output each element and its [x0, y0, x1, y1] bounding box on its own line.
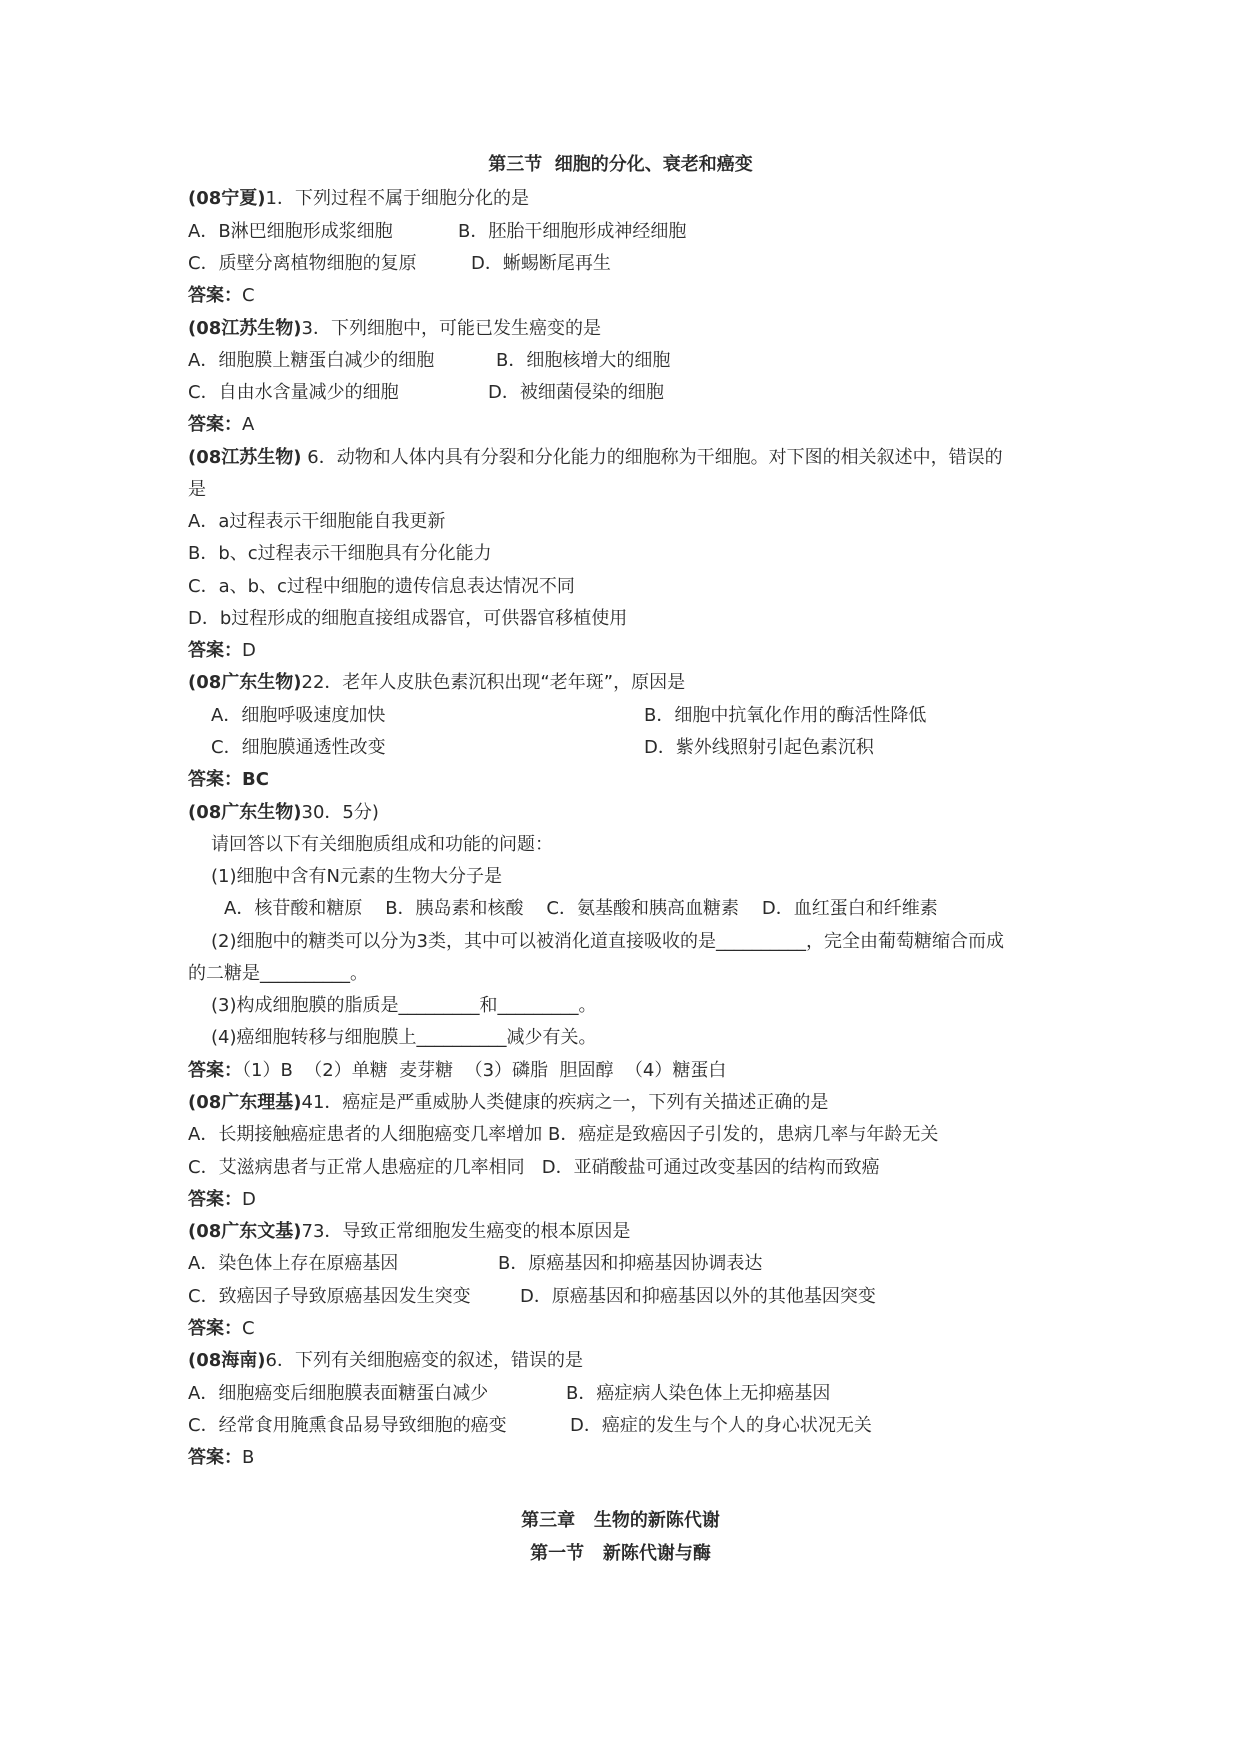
- question-4-option-b: B．细胞中抗氧化作用的酶活性降低: [644, 705, 927, 726]
- question-3-stem-continued: 是: [188, 479, 206, 500]
- question-8-stem: (08海南)6．下列有关细胞癌变的叙述，错误的是: [188, 1350, 583, 1371]
- question-source: (08宁夏): [188, 188, 266, 209]
- subsection-title: 第一节 新陈代谢与酶: [530, 1543, 711, 1564]
- question-6-stem: (08广东理基)41．癌症是严重威胁人类健康的疾病之一，下列有关描述正确的是: [188, 1092, 829, 1113]
- question-4-option-a: A．细胞呼吸速度加快: [211, 705, 386, 726]
- question-2-option-b: B．细胞核增大的细胞: [496, 350, 671, 371]
- question-2-option-d: D．被细菌侵染的细胞: [488, 382, 664, 403]
- question-5-part-1-options: A．核苷酸和糖原 B．胰岛素和核酸 C．氨基酸和胰高血糖素 D．血红蛋白和纤维素: [224, 898, 938, 919]
- question-source: (08海南): [188, 1350, 266, 1371]
- question-7-option-c: C．致癌因子导致原癌基因发生突变: [188, 1286, 471, 1307]
- section-title: 第三节 细胞的分化、衰老和癌变: [488, 154, 753, 175]
- question-1-option-b: B．胚胎干细胞形成神经细胞: [458, 221, 687, 242]
- question-6-options-cd: C．艾滋病患者与正常人患癌症的几率相同 D．亚硝酸盐可通过改变基因的结构而致癌: [188, 1157, 880, 1178]
- question-4-option-c: C．细胞膜通透性改变: [211, 737, 386, 758]
- question-5-part-1: (1)细胞中含有N元素的生物大分子是: [211, 866, 502, 887]
- question-7-option-a: A．染色体上存在原癌基因: [188, 1253, 399, 1274]
- question-5-part-2-continued: 的二糖是__________。: [188, 963, 368, 984]
- question-6-answer: 答案：D: [188, 1189, 256, 1210]
- question-8-answer: 答案：B: [188, 1447, 255, 1468]
- question-7-option-b: B．原癌基因和抑癌基因协调表达: [498, 1253, 763, 1274]
- question-3-option-d: D．b过程形成的细胞直接组成器官，可供器官移植使用: [188, 608, 628, 629]
- question-2-stem: (08江苏生物)3．下列细胞中，可能已发生癌变的是: [188, 318, 601, 339]
- question-4-answer: 答案：BC: [188, 769, 269, 790]
- question-source: (08广东文基): [188, 1221, 302, 1242]
- question-source: (08江苏生物): [188, 447, 302, 468]
- question-1-stem: (08宁夏)1．下列过程不属于细胞分化的是: [188, 188, 529, 209]
- question-5-part-4: (4)癌细胞转移与细胞膜上__________减少有关。: [211, 1027, 597, 1048]
- question-2-option-c: C．自由水含量减少的细胞: [188, 382, 399, 403]
- question-source: (08江苏生物): [188, 318, 302, 339]
- question-3-option-c: C．a、b、c过程中细胞的遗传信息表达情况不同: [188, 576, 575, 597]
- question-5-part-2: (2)细胞中的糖类可以分为3类，其中可以被消化道直接吸收的是__________，完全由葡萄糖缩合而成: [211, 931, 1004, 952]
- question-1-option-c: C．质壁分离植物细胞的复原: [188, 253, 417, 274]
- question-2-answer: 答案：A: [188, 414, 255, 435]
- question-3-stem: (08江苏生物) 6．动物和人体内具有分裂和分化能力的细胞称为干细胞。对下图的相关叙述中，错误的: [188, 447, 1003, 468]
- question-source: (08广东理基): [188, 1092, 302, 1113]
- question-4-option-d: D．紫外线照射引起色素沉积: [644, 737, 874, 758]
- question-3-option-b: B．b、c过程表示干细胞具有分化能力: [188, 543, 492, 564]
- question-5-part-3: (3)构成细胞膜的脂质是_________和_________。: [211, 995, 597, 1016]
- question-3-answer: 答案：D: [188, 640, 256, 661]
- question-source: (08广东生物): [188, 802, 302, 823]
- question-6-options-ab: A．长期接触癌症患者的人细胞癌变几率增加 B．癌症是致癌因子引发的，患病几率与年龄无关: [188, 1124, 939, 1145]
- question-5-intro: 请回答以下有关细胞质组成和功能的问题：: [211, 834, 553, 855]
- question-5-stem: (08广东生物)30．5分): [188, 802, 379, 823]
- question-1-option-a: A．B淋巴细胞形成浆细胞: [188, 221, 393, 242]
- question-1-option-d: D．蜥蜴断尾再生: [471, 253, 611, 274]
- question-7-answer: 答案：C: [188, 1318, 255, 1339]
- question-5-answer: 答案：（1）B （2）单糖 麦芽糖 （3）磷脂 胆固醇 （4）糖蛋白: [188, 1060, 727, 1081]
- question-8-option-d: D．癌症的发生与个人的身心状况无关: [570, 1415, 872, 1436]
- question-4-stem: (08广东生物)22．老年人皮肤色素沉积出现“老年斑”，原因是: [188, 672, 686, 693]
- question-7-stem: (08广东文基)73．导致正常细胞发生癌变的根本原因是: [188, 1221, 631, 1242]
- chapter-title: 第三章 生物的新陈代谢: [521, 1510, 720, 1531]
- question-8-option-b: B．癌症病人染色体上无抑癌基因: [566, 1383, 831, 1404]
- question-8-option-c: C．经常食用腌熏食品易导致细胞的癌变: [188, 1415, 507, 1436]
- question-1-answer: 答案：C: [188, 285, 255, 306]
- question-8-option-a: A．细胞癌变后细胞膜表面糖蛋白减少: [188, 1383, 489, 1404]
- question-3-option-a: A．a过程表示干细胞能自我更新: [188, 511, 446, 532]
- question-2-option-a: A．细胞膜上糖蛋白减少的细胞: [188, 350, 435, 371]
- question-7-option-d: D．原癌基因和抑癌基因以外的其他基因突变: [520, 1286, 876, 1307]
- question-source: (08广东生物): [188, 672, 302, 693]
